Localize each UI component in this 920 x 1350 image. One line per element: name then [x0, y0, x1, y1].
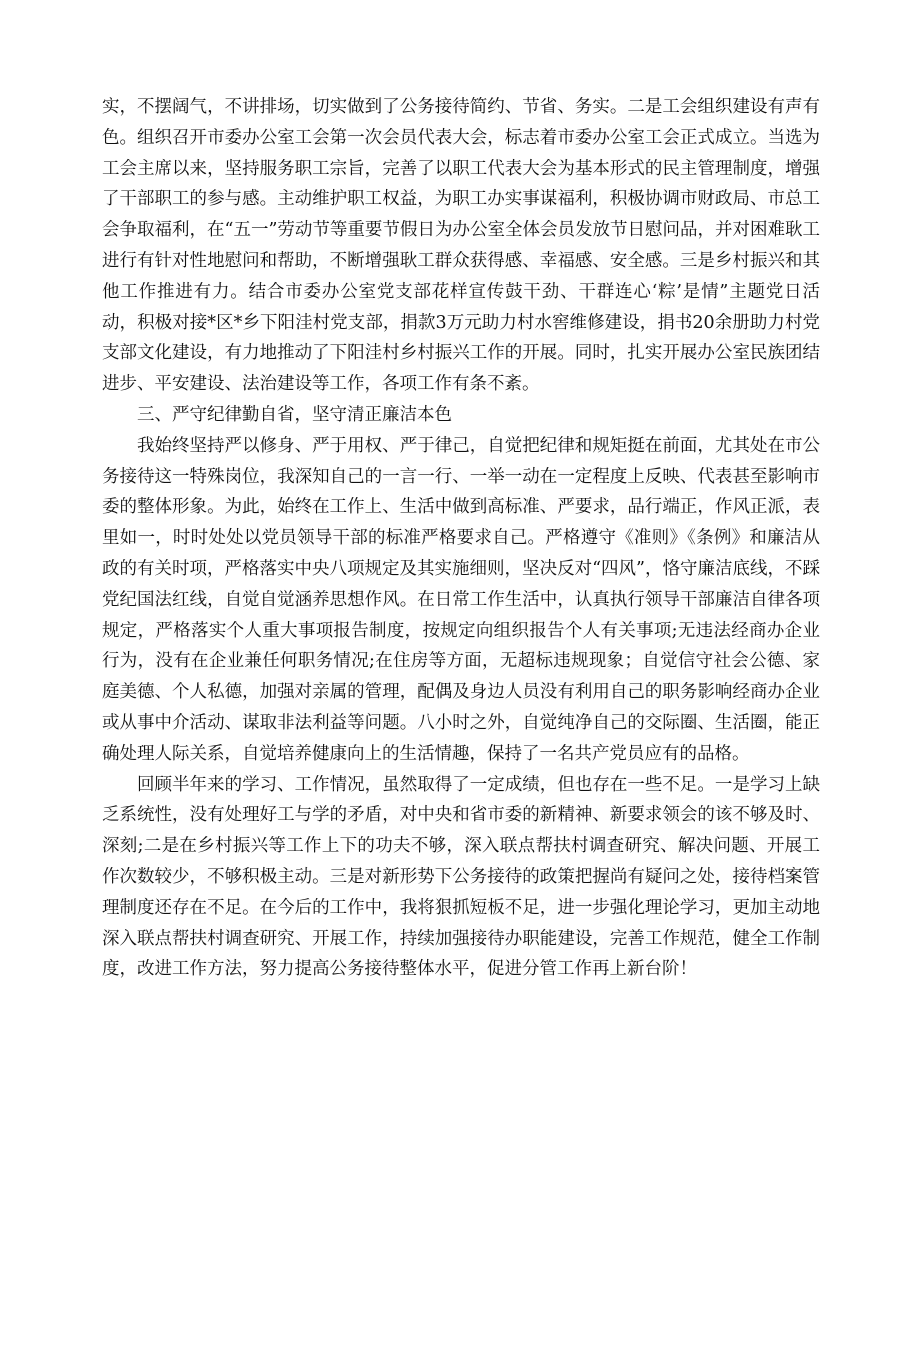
paragraph-review: 回顾半年来的学习、工作情况，虽然取得了一定成绩，但也存在一些不足。一是学习上缺乏系统性，没有处理好工与学的矛盾，对中央和省市委的新精神、新要求领会的该不够及时、深刻;二是在乡村振兴等工作上下的功夫不够，深入联点帮扶村调查研究、解决问题、开展工作次数较少，不够积极主动。三是对新形势下公务接待的政策把握尚有疑问之处，接待档案管理制度还存在不足。在今后的工作中，我将狠抓短板不足，进一步强化理论学习，更加主动地深入联点帮扶村调查研究、开展工作，持续加强接待办职能建设，完善工作规范，健全工作制度，改进工作方法，努力提高公务接待整体水平，促进分管工作再上新台阶！	[102, 774, 820, 980]
paragraph-discipline: 我始终坚持严以修身、严于用权、严于律己，自觉把纪律和规矩挺在前面，尤其处在市公务接待这一特殊岗位，我深知自己的一言一行、一举一动在一定程度上反映、代表甚至影响市委的整体形象。为此，始终在工作上、生活中做到高标准、严要求，品行端正，作风正派，表里如一，时时处处以党员领导干部的标准严格要求自己。严格遵守《准则》《条例》和廉洁从政的有关时项，严格落实中央八项规定及其实施细则，坚决反对“四风”，恪守廉洁底线，不踩党纪国法红线，自觉自觉涵养思想作风。在日常工作生活中，认真执行领导干部廉洁自律各项规定，严格落实个人重大事项报告制度，按规定向组织报告个人有关事项;无违法经商办企业行为，没有在企业兼任何职务情况;在住房等方面，无超标违规现象；自觉信守社会公德、家庭美德、个人私德，加强对亲属的管理，配偶及身边人员没有利用自己的职务影响经商办企业或从事中介活动、谋取非法利益等问题。八小时之外，自觉纯净自己的交际圈、生活圈，能正确处理人际关系，自觉培养健康向上的生活情趣，保持了一名共产党员应有的品格。	[102, 435, 820, 764]
document-page	[102, 92, 820, 985]
paragraph-continuation: 实，不摆阔气，不讲排场，切实做到了公务接待简约、节省、务实。二是工会组织建设有声有色。组织召开市委办公室工会第一次会员代表大会，标志着市委办公室工会正式成立。当选为工会主席以来，坚持服务职工宗旨，完善了以职工代表大会为基本形式的民主管理制度，增强了干部职工的参与感。主动维护职工权益，为职工办实事谋福利，积极协调市财政局、市总工会争取福利，在“五一”劳动节等重要节假日为办公室全体会员发放节日慰问品，并对困难耿工进行有针对性地慰问和帮助，不断增强耿工群众获得感、幸福感、安全感。三是乡村振兴和其他工作推进有力。结合市委办公室党支部花样宣传鼓干劲、干群连心‘粽’是情”主题党日活动，积极对接*区*乡下阳洼村党支部，捐款3万元助力村水窖维修建设，捐书20余册助力村党支部文化建设，有力地推动了下阳洼村乡村振兴工作的开展。同时，扎实开展办公室民族团结进步、平安建设、法治建设等工作，各项工作有条不紊。	[102, 97, 820, 395]
section-heading-3: 三、严守纪律勤自省，坚守清正廉洁本色	[137, 404, 452, 425]
